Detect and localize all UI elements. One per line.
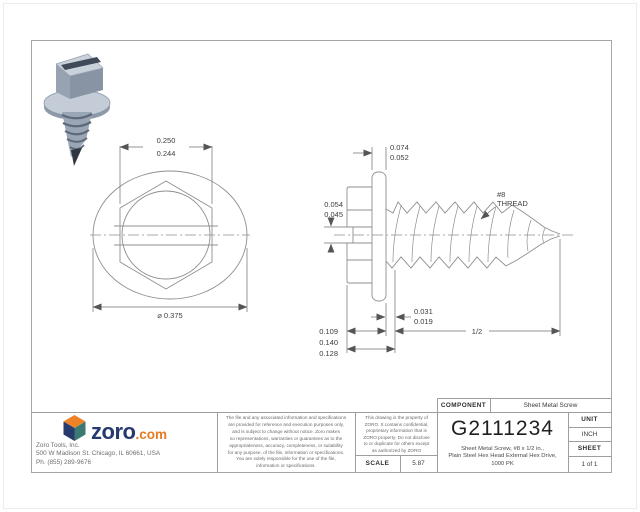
dim-slot-min: 0.045 bbox=[324, 210, 343, 219]
dim-total-head-min: 0.128 bbox=[319, 349, 338, 358]
dim-slot-max: 0.054 bbox=[324, 200, 343, 209]
logo-brand-text: zoro bbox=[91, 419, 136, 444]
zoro-logo bbox=[62, 412, 167, 442]
dim-head-height: 0.109 bbox=[319, 327, 338, 336]
legal-line: appropriateness, accuracy, completeness, or suitability bbox=[229, 442, 343, 448]
thread-callout-word: THREAD bbox=[497, 199, 528, 208]
legal-line: no representations, warranties or guarantees as to the bbox=[229, 435, 343, 441]
sheet-label: SHEET bbox=[577, 445, 602, 452]
front-view-dim-text bbox=[157, 136, 183, 320]
side-view bbox=[334, 172, 574, 301]
legal-file-disclaimer bbox=[220, 415, 352, 470]
zoro-cube-icon bbox=[62, 413, 87, 442]
company-address bbox=[36, 442, 201, 467]
description-line: Plain Steel Hex Head External Hex Drive, bbox=[448, 453, 557, 460]
legal-property-notice bbox=[358, 415, 435, 455]
dim-pilot-max: 0.031 bbox=[414, 307, 433, 316]
side-thread-helix bbox=[393, 206, 545, 262]
part-description bbox=[437, 446, 568, 468]
photo-tip bbox=[71, 148, 82, 166]
address-line: 500 W Madison St. Chicago, IL 60661, USA bbox=[36, 450, 161, 458]
dim-thread-length: 1/2 bbox=[471, 327, 483, 336]
unit-value: INCH bbox=[581, 430, 598, 438]
legal-line: as authorized by ZORO bbox=[371, 447, 422, 453]
legal-line: for any purpose, of the file, information or specifications. bbox=[227, 449, 345, 455]
legal-line: ZORO. It contains confidential, bbox=[364, 421, 429, 427]
scale-label: SCALE bbox=[365, 460, 390, 467]
legal-line: ZORO property. Do not disclose bbox=[363, 434, 430, 440]
front-view bbox=[90, 171, 250, 299]
legal-line: This drawing is the property of bbox=[365, 415, 428, 420]
logo-tld-text: .com bbox=[135, 427, 167, 442]
legal-line: are provided for reference and execution purposes only, bbox=[228, 421, 344, 427]
dim-total-head-max: 0.140 bbox=[319, 338, 338, 347]
legal-line: The file and any associated information and specifications bbox=[225, 415, 347, 420]
thread-callout-size: #8 bbox=[497, 190, 506, 199]
side-thread-top bbox=[386, 202, 560, 234]
dim-od: ⌀ 0.375 bbox=[157, 311, 183, 320]
legal-line: information or specifications. bbox=[256, 463, 316, 469]
address-line: Ph. (855) 289-9676 bbox=[36, 458, 92, 466]
side-view-dimensions bbox=[324, 147, 560, 353]
dim-pilot-min: 0.019 bbox=[414, 317, 433, 326]
component-value: Sheet Metal Screw bbox=[523, 401, 578, 409]
description-line: 1000 PK bbox=[491, 460, 514, 467]
legal-line: You are solely responsible for the use of the file, bbox=[236, 456, 336, 462]
legal-line: and is subject to change without notice. Zoro makes bbox=[232, 428, 340, 434]
side-view-dim-text bbox=[319, 143, 528, 358]
part-number: G2111234 bbox=[451, 417, 554, 440]
scale-value: 5.87 bbox=[412, 460, 425, 467]
description-line: Sheet Metal Screw, #8 x 1/2 in., bbox=[461, 446, 544, 452]
dim-width-min: 0.244 bbox=[156, 149, 176, 158]
unit-label: UNIT bbox=[581, 416, 598, 423]
component-label: COMPONENT bbox=[440, 401, 487, 409]
sheet-value: 1 of 1 bbox=[581, 460, 598, 468]
side-flange bbox=[372, 172, 386, 301]
dim-flange-max: 0.074 bbox=[390, 143, 409, 152]
address-line: Zoro Tools, Inc. bbox=[36, 442, 80, 449]
dim-width-max: 0.250 bbox=[156, 136, 176, 145]
dim-flange-min: 0.052 bbox=[390, 153, 409, 162]
product-photo bbox=[44, 54, 110, 166]
legal-line: proprietary information that is bbox=[366, 428, 427, 434]
legal-line: to or duplicate for others except bbox=[363, 441, 430, 447]
